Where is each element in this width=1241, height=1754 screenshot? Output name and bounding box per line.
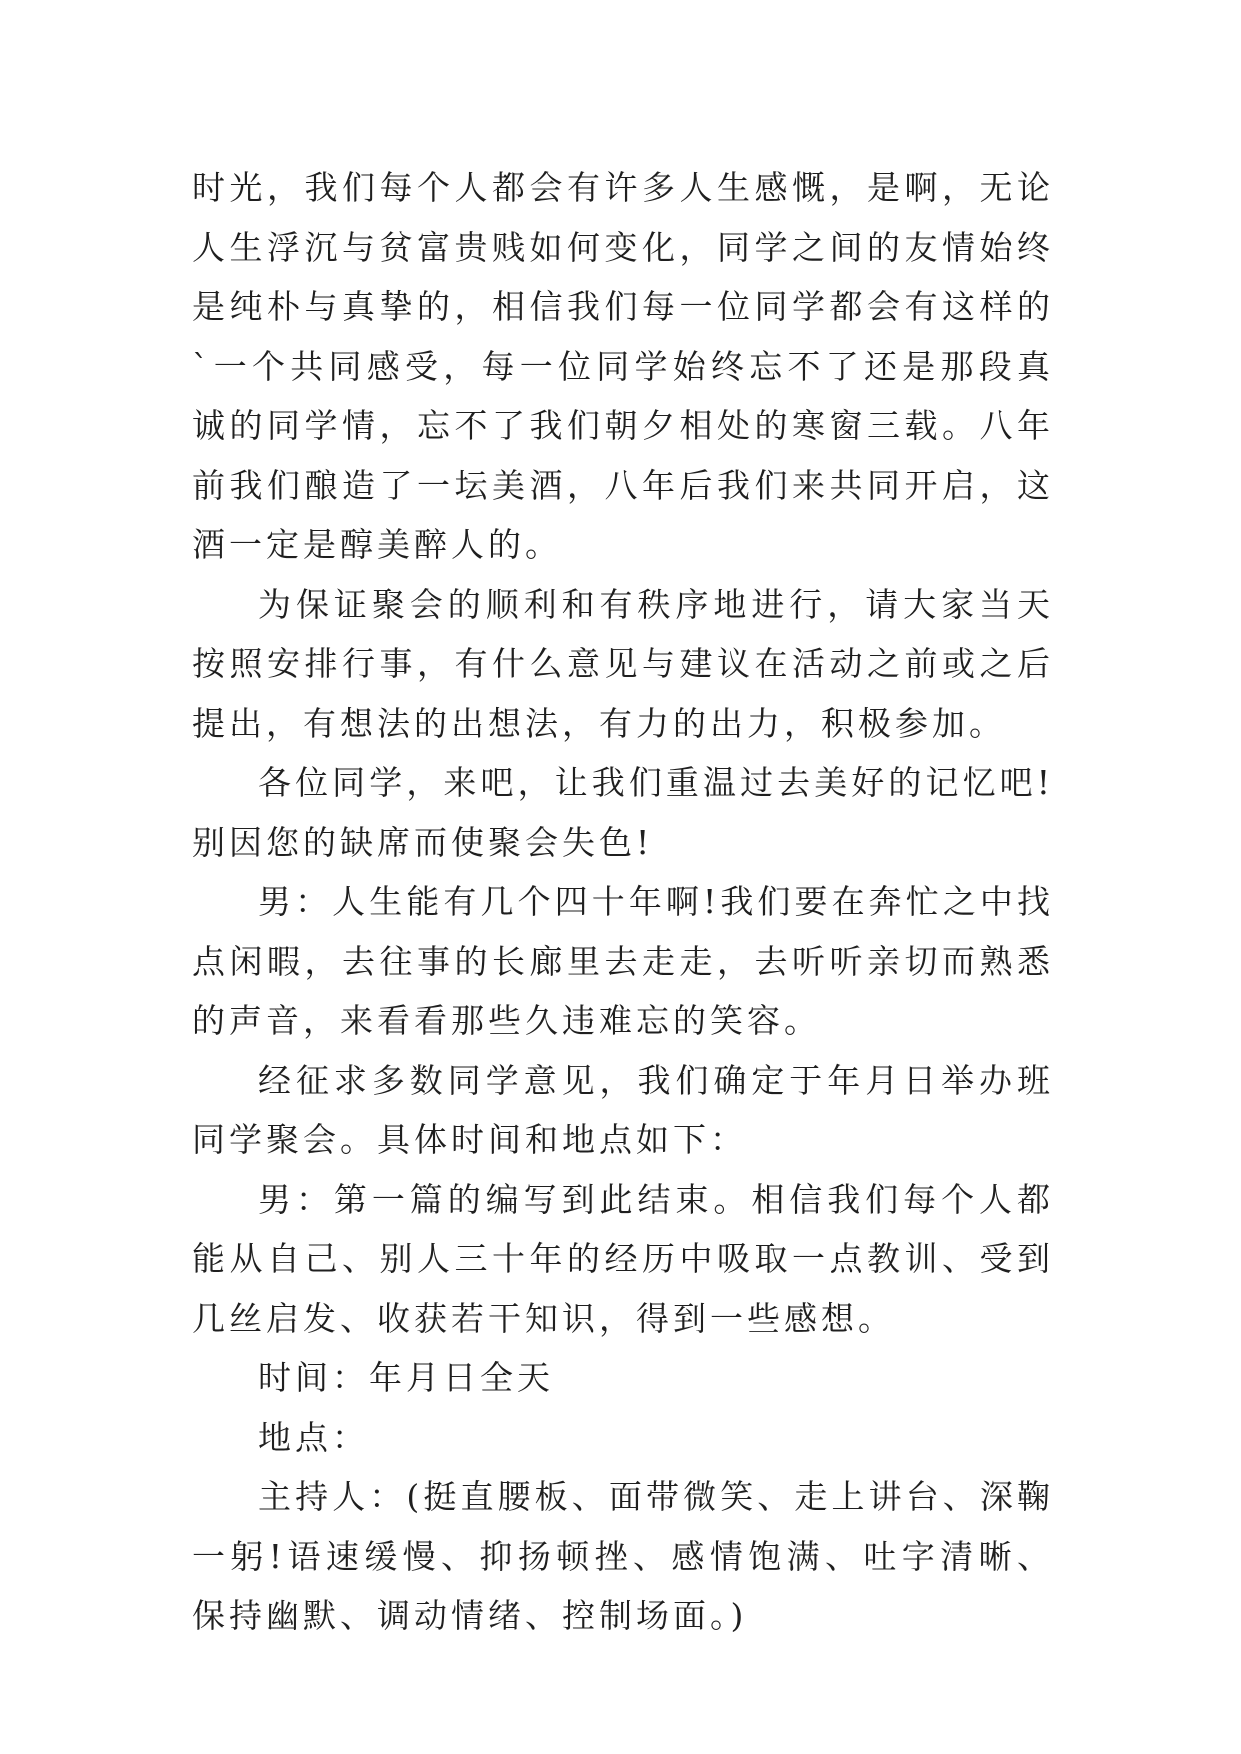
- paragraph-1: 时光，我们每个人都会有许多人生感慨，是啊，无论人生浮沉与贫富贵贱如何变化，同学之间的友情始终是纯朴与真挚的，相信我们每一位同学都会有这样的`一个共同感受，每一位同学始终忘不了还是那段真诚的同学情，忘不了我们朝夕相处的寒窗三载。八年前我们酿造了一坛美酒，八年后我们来共同开启，这酒一定是醇美醉人的。: [192, 168, 1054, 564]
- paragraph-6: 男：第一篇的编写到此结束。相信我们每个人都能从自己、别人三十年的经历中吸取一点教训、受到几丝启发、收获若干知识，得到一些感想。: [192, 1179, 1054, 1338]
- paragraph-3: 各位同学，来吧，让我们重温过去美好的记忆吧!别因您的缺席而使聚会失色!: [192, 763, 1054, 862]
- paragraph-4: 男：人生能有几个四十年啊!我们要在奔忙之中找点闲暇，去往事的长廊里去走走，去听听亲切而熟悉的声音，来看看那些久违难忘的笑容。: [192, 882, 1054, 1040]
- document-body: [192, 158, 1054, 1646]
- paragraph-8-location: 地点：: [258, 1417, 369, 1457]
- paragraph-5: 经征求多数同学意见，我们确定于年月日举办班同学聚会。具体时间和地点如下：: [192, 1060, 1054, 1159]
- paragraph-2: 为保证聚会的顺利和有秩序地进行，请大家当天按照安排行事，有什么意见与建议在活动之前或之后提出，有想法的出想法，有力的出力，积极参加。: [192, 584, 1054, 743]
- paragraph-9-host: 主持人：(挺直腰板、面带微笑、走上讲台、深鞠一躬!语速缓慢、抑扬顿挫、感情饱满、吐字清晰、保持幽默、调动情绪、控制场面。): [192, 1477, 1054, 1635]
- paragraph-7-time: 时间：年月日全天: [258, 1358, 554, 1397]
